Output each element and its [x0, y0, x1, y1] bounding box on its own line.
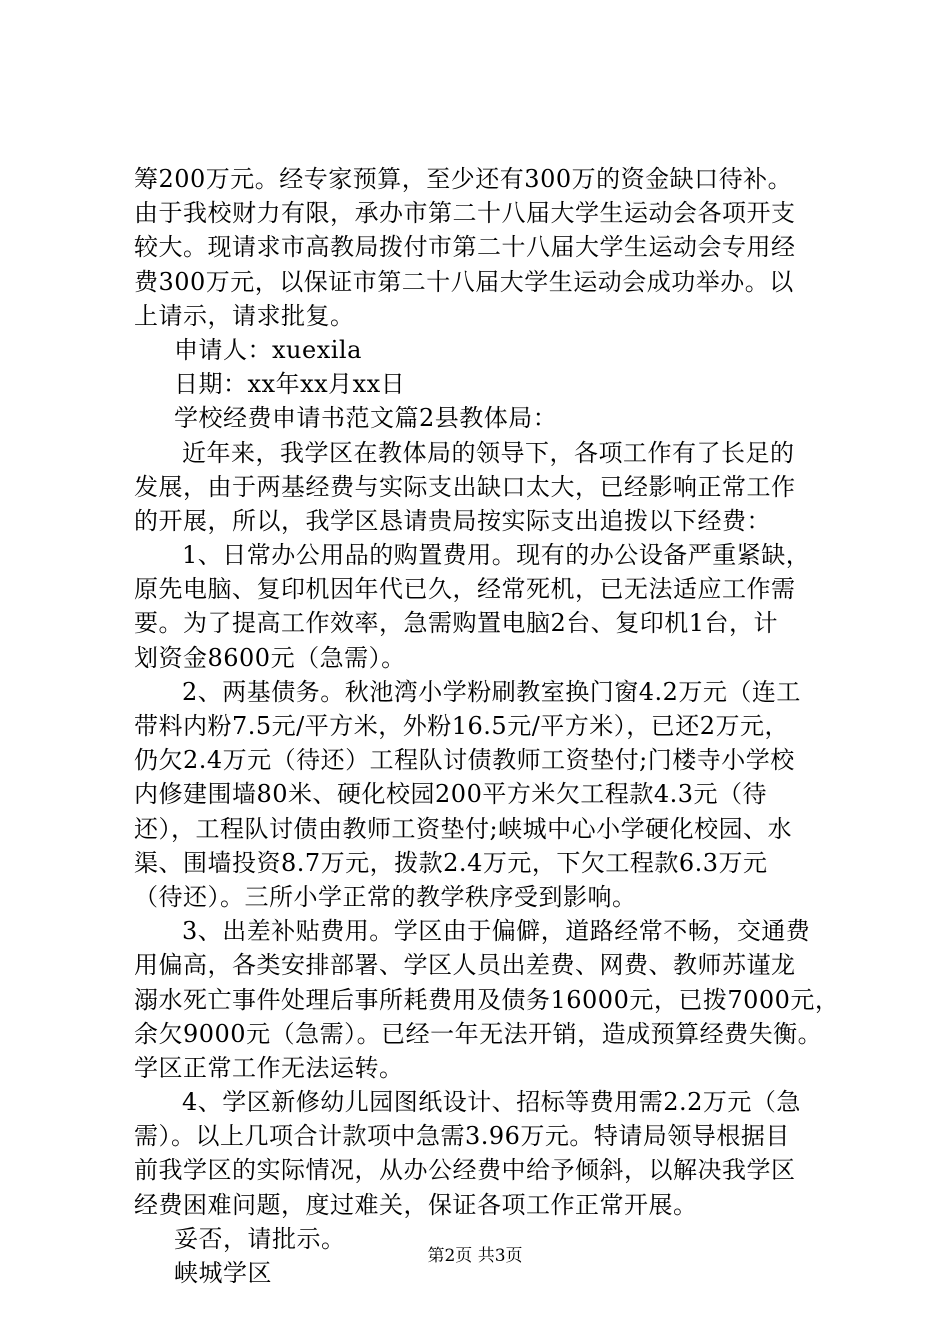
text-line: 带料内粉7.5元/平方米，外粉16.5元/平方米），已还2万元，: [134, 712, 790, 740]
page-number-footer: 第2页 共3页: [427, 1246, 523, 1266]
text-line: 3、出差补贴费用。学区由于偏僻，道路经常不畅，交通费: [182, 917, 811, 946]
text-line: 由于我校财力有限，承办市第二十八届大学生运动会各项开支: [134, 199, 796, 228]
text-line: 还），工程队讨债由教师工资垫付;峡城中心小学硬化校园、水: [134, 814, 793, 843]
text-line: 需）。以上几项合计款项中急需3.96万元。特请局领导根据目: [134, 1122, 790, 1151]
text-line: 较大。现请求市高教局拨付市第二十八届大学生运动会专用经: [134, 233, 796, 262]
text-line: 费300万元，以保证市第二十八届大学生运动会成功举办。以: [134, 267, 794, 296]
text-line: 近年来，我学区在教体局的领导下，各项工作有了长足的: [182, 438, 795, 467]
text-line: 发展，由于两基经费与实际支出缺口太大，已经影响正常工作: [134, 472, 796, 501]
text-line: 余欠9000元（急需）。已经一年无法开销，造成预算经费失衡。: [134, 1019, 823, 1048]
text-line: 划资金8600元（急需）。: [134, 643, 406, 672]
text-line: 内修建围墙80米、硬化校园200平方米欠工程款4.3元（待: [134, 780, 768, 809]
text-line: 4、学区新修幼儿园图纸设计、招标等费用需2.2万元（急: [182, 1088, 801, 1117]
date-line: 日期：xx年xx月xx日: [174, 370, 406, 399]
section-heading: 学校经费申请书范文篇2县教体局：: [174, 404, 558, 433]
text-line: （待还）。三所小学正常的教学秩序受到影响。: [134, 882, 637, 911]
text-line: 原先电脑、复印机因年代已久，经常死机，已无法适应工作需: [134, 575, 796, 604]
text-line: 溺水死亡事件处理后事所耗费用及债务16000元，已拨7000元，: [134, 985, 840, 1014]
signature-line: 峡城学区: [174, 1259, 272, 1287]
text-line: 的开展，所以，我学区恳请贵局按实际支出追拨以下经费：: [134, 506, 771, 535]
text-line: 用偏高，各类安排部署、学区人员出差费、网费、教师苏谨龙: [134, 951, 796, 980]
text-line: 2、两基债务。秋池湾小学粉刷教室换门窗4.2万元（连工: [182, 677, 801, 706]
text-line: 学区正常工作无法运转。: [134, 1053, 404, 1082]
text-line: 1、日常办公用品的购置费用。现有的办公设备严重紧缺，: [182, 541, 811, 570]
text-line: 仍欠2.4万元（待还）工程队讨债教师工资垫付;门楼寺小学校: [134, 746, 795, 775]
text-line: 渠、围墙投资8.7万元，拨款2.4万元，下欠工程款6.3万元: [134, 848, 768, 877]
applicant-line: 申请人：xuexila: [174, 335, 362, 364]
closing-line: 妥否，请批示。: [174, 1224, 346, 1253]
text-line: 要。为了提高工作效率，急需购置电脑2台、复印机1台，计: [134, 609, 779, 638]
text-line: 经费困难问题，度过难关，保证各项工作正常开展。: [134, 1190, 698, 1219]
document-body: [134, 162, 846, 1290]
text-line: 上请示，请求批复。: [134, 301, 355, 330]
text-line: 筹200万元。经专家预算，至少还有300万的资金缺口待补。: [134, 165, 793, 193]
text-line: 前我学区的实际情况，从办公经费中给予倾斜，以解决我学区: [134, 1156, 796, 1185]
